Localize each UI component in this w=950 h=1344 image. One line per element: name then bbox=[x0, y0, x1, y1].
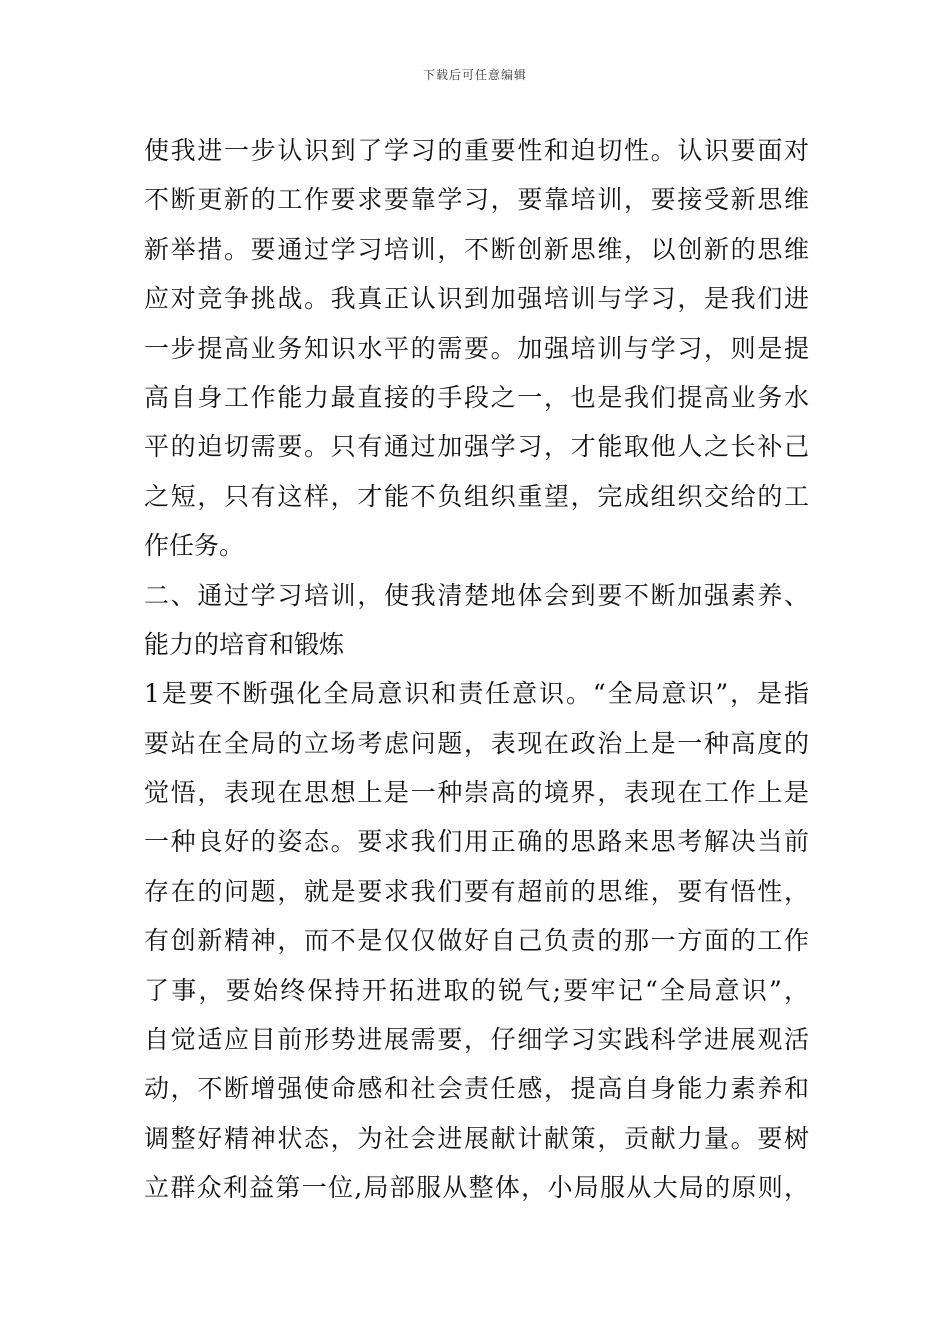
text-line: 之短，只有这样，才能不负组织重望，完成组织交给的工 bbox=[144, 481, 809, 511]
text-line: 作任务。 bbox=[144, 531, 245, 561]
text-line: 调整好精神状态，为社会进展献计献策，贡献力量。要树 bbox=[144, 1123, 809, 1153]
text-line: 高自身工作能力最直接的手段之一，也是我们提高业务水 bbox=[144, 382, 809, 412]
text-line: 自觉适应目前形势进展需要，仔细学习实践科学进展观活 bbox=[144, 1025, 809, 1055]
text-line: 能力的培育和锻炼 bbox=[144, 629, 345, 659]
text-line: 立群众利益第一位,局部服从整体，小局服从大局的原则， bbox=[144, 1173, 809, 1203]
text-line: 新举措。要通过学习培训，不断创新思维，以创新的思维 bbox=[144, 234, 809, 264]
text-line: 二、通过学习培训，使我清楚地体会到要不断加强素养、 bbox=[144, 580, 809, 610]
page-header-note: 下载后可任意编辑 bbox=[422, 68, 527, 82]
text-line: 要站在全局的立场考虑问题，表现在政治上是一种高度的 bbox=[144, 728, 809, 758]
text-line: 一步提高业务知识水平的需要。加强培训与学习，则是提 bbox=[144, 333, 809, 363]
text-line: 平的迫切需要。只有通过加强学习，才能取他人之长补己 bbox=[144, 432, 809, 462]
text-line: 1是要不断强化全局意识和责任意识。“全局意识”，是指 bbox=[144, 679, 809, 709]
text-line: 一种良好的姿态。要求我们用正确的思路来思考解决当前 bbox=[144, 827, 809, 857]
text-line: 不断更新的工作要求要靠学习，要靠培训，要接受新思维 bbox=[144, 185, 809, 215]
text-line: 觉悟，表现在思想上是一种崇高的境界，表现在工作上是 bbox=[144, 778, 809, 808]
text-line: 有创新精神，而不是仅仅做好自己负责的那一方面的工作 bbox=[144, 926, 809, 956]
body-text bbox=[144, 126, 809, 1213]
text-line: 应对竞争挑战。我真正认识到加强培训与学习，是我们进 bbox=[144, 284, 809, 314]
text-line: 了事，要始终保持开拓进取的锐气;要牢记“全局意识”， bbox=[144, 975, 809, 1005]
text-line: 动，不断增强使命感和社会责任感，提高自身能力素养和 bbox=[144, 1074, 809, 1104]
text-line: 使我进一步认识到了学习的重要性和迫切性。认识要面对 bbox=[144, 136, 809, 165]
text-line: 存在的问题，就是要求我们要有超前的思维，要有悟性， bbox=[144, 876, 809, 906]
